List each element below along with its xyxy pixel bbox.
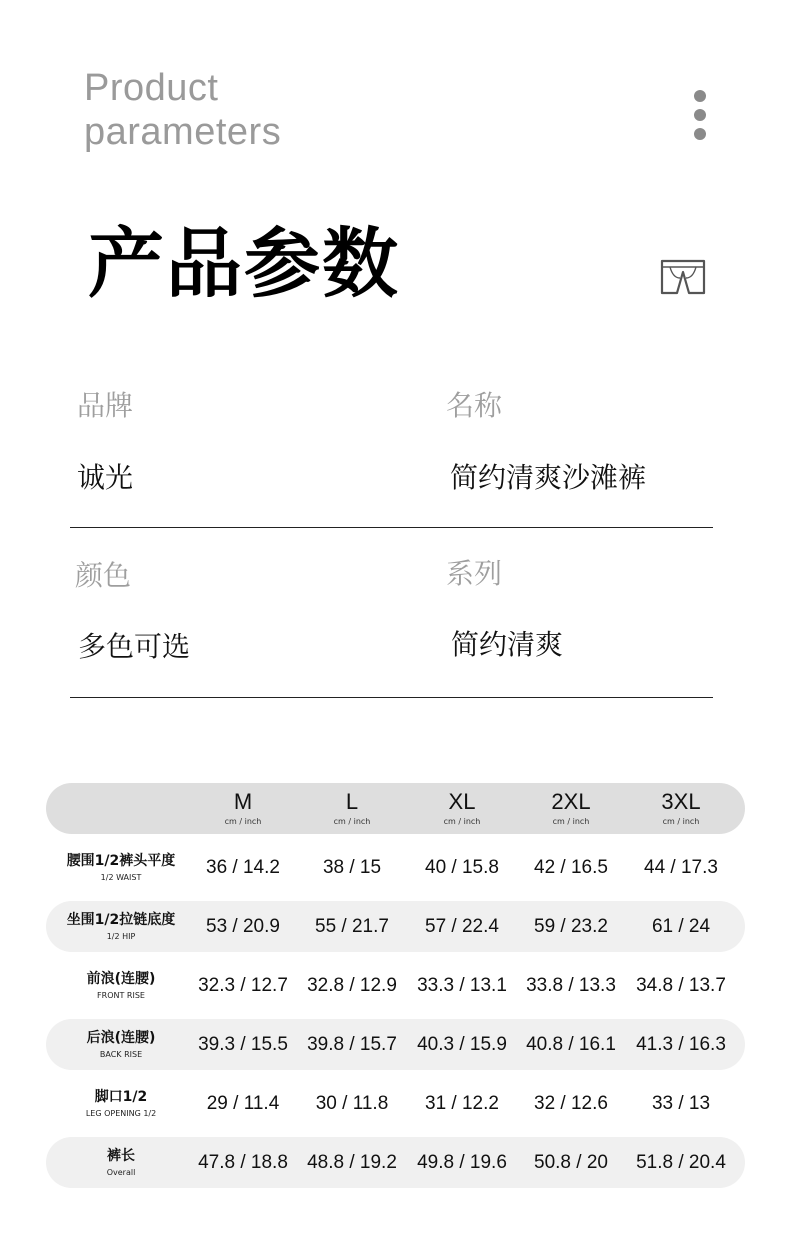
row-label-cn: 前浪(连腰) [86,970,156,987]
table-cell: 53 / 20.9 [206,915,280,937]
size-header-2xl [516,783,626,834]
size-unit: cm / inch [552,816,590,826]
table-cell: 41.3 / 16.3 [636,1033,726,1055]
english-title-line-2: parameters [84,111,282,153]
table-cell: 47.8 / 18.8 [198,1151,288,1173]
row-label-en: Overall [106,1167,136,1177]
english-title [84,66,281,154]
table-cell: 32 / 12.6 [534,1092,608,1114]
table-cell: 39.8 / 15.7 [307,1033,397,1055]
size-header-3xl [626,783,736,834]
table-cell: 50.8 / 20 [534,1151,608,1173]
size-name: 2XL [551,788,591,814]
table-cell: 33 / 13 [651,1092,711,1114]
table-cell: 39.3 / 15.5 [198,1033,288,1055]
table-row [46,1137,745,1188]
row-label-en: 1/2 HIP [106,931,136,941]
table-cell: 57 / 22.4 [425,915,499,937]
table-cell: 51.8 / 20.4 [636,1151,726,1173]
row-label-cn: 裤长 [107,1147,135,1164]
table-cell: 32.3 / 12.7 [198,974,288,996]
row-label-cn: 后浪(连腰) [86,1029,156,1046]
size-header-row [46,783,745,834]
table-cell: 40 / 15.8 [425,856,499,878]
row-label-cn: 坐围1/2拉链底度 [66,911,176,928]
row-label-en: 1/2 WAIST [100,872,142,882]
size-unit: cm / inch [443,816,481,826]
table-cell: 61 / 24 [651,915,711,937]
table-row [46,1078,745,1129]
series-label: 系列 [446,557,503,590]
row-label-en: LEG OPENING 1/2 [85,1108,157,1118]
name-label: 名称 [446,389,503,422]
brand-value: 诚光 [77,461,134,494]
row-label-en: BACK RISE [99,1049,143,1059]
row-label [46,1078,196,1129]
vertical-dots-icon[interactable] [694,90,708,140]
size-header-l [297,783,407,834]
row-label [46,842,196,893]
table-cell: 44 / 17.3 [644,856,718,878]
table-cell: 55 / 21.7 [315,915,389,937]
row-label [46,1137,196,1188]
table-cell: 33.8 / 13.3 [526,974,616,996]
color-value: 多色可选 [78,630,191,663]
size-name: 3XL [661,788,701,814]
table-row [46,960,745,1011]
color-label: 颜色 [75,559,132,592]
size-unit: cm / inch [333,816,371,826]
row-label [46,960,196,1011]
brand-label: 品牌 [77,389,134,422]
divider-2 [70,697,713,698]
table-cell: 32.8 / 12.9 [307,974,397,996]
row-label-cn: 腰围1/2裤头平度 [66,852,176,869]
size-unit: cm / inch [224,816,262,826]
divider-1 [70,527,713,528]
table-cell: 30 / 11.8 [315,1092,389,1114]
table-row [46,901,745,952]
row-label-cn: 脚口1/2 [94,1088,148,1105]
table-cell: 40.3 / 15.9 [417,1033,507,1055]
shorts-icon [660,258,706,296]
size-name: M [233,788,253,814]
size-header-m [188,783,298,834]
table-cell: 34.8 / 13.7 [636,974,726,996]
table-cell: 29 / 11.4 [206,1092,280,1114]
english-title-line-1: Product [84,67,219,109]
size-unit: cm / inch [662,816,700,826]
size-table [46,783,745,1196]
size-name: L [345,788,359,814]
table-cell: 42 / 16.5 [534,856,608,878]
table-row [46,1019,745,1070]
series-value: 简约清爽 [451,628,564,661]
table-row [46,842,745,893]
table-cell: 31 / 12.2 [425,1092,499,1114]
page-title: 产品参数 [88,219,400,308]
table-cell: 38 / 15 [322,856,382,878]
table-cell: 48.8 / 19.2 [307,1151,397,1173]
size-header-xl [407,783,517,834]
table-cell: 33.3 / 13.1 [417,974,507,996]
table-cell: 40.8 / 16.1 [526,1033,616,1055]
row-label-en: FRONT RISE [97,990,145,1000]
size-name: XL [448,788,476,814]
row-label [46,1019,196,1070]
table-cell: 59 / 23.2 [534,915,608,937]
table-cell: 36 / 14.2 [206,856,280,878]
table-cell: 49.8 / 19.6 [417,1151,507,1173]
row-label [46,901,196,952]
name-value: 简约清爽沙滩裤 [450,461,647,494]
